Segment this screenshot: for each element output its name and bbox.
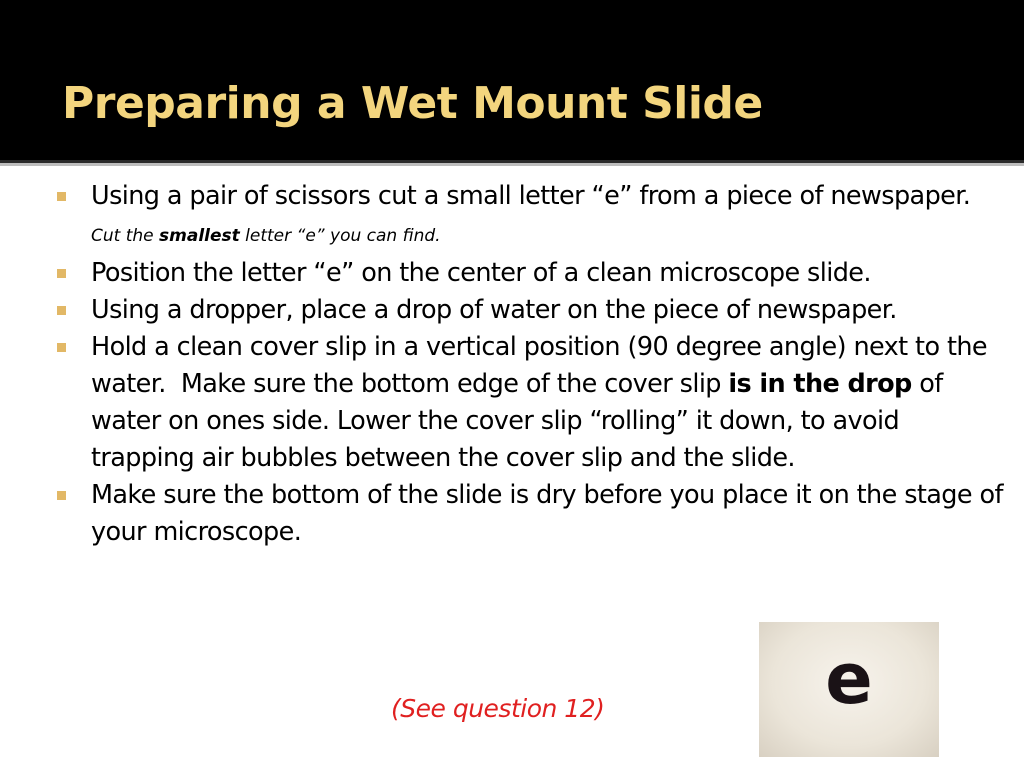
bullet-text: Position the letter “e” on the center of a clean microscope slide. (91, 258, 871, 288)
photo-letter-e: e (825, 638, 873, 720)
bullet-text: Using a pair of scissors cut a small letter “e” from a piece of newspaper. (91, 181, 971, 211)
title-divider-light (0, 163, 1024, 166)
bullet-text-post: of water on ones side. Lower the cover slip “rolling” it down, to avoid trapping air bubbles between the cover slip and the slide. (91, 369, 943, 473)
bullet-note-emphasis: smallest (159, 226, 240, 246)
bullet-text-pre: Hold a clean cover slip in a vertical position (90 degree angle) next to the water. Make sure the bottom edge of the cover slip (91, 332, 988, 399)
bullet-item-3 (0, 292, 1024, 329)
bullet-text: Make sure the bottom of the slide is dry before you place it on the stage of your microscope. (91, 480, 1003, 547)
bullet-list (0, 178, 1024, 551)
bullet-text-emphasis: is in the drop (728, 369, 912, 399)
see-question-note: (See question 12) (391, 694, 605, 723)
square-bullet-icon (57, 192, 66, 201)
bullet-item-1 (0, 178, 1024, 255)
bullet-note-post: letter “e” you can find. (245, 226, 441, 246)
slide-title: Preparing a Wet Mount Slide (62, 78, 763, 129)
square-bullet-icon (57, 491, 66, 500)
square-bullet-icon (57, 343, 66, 352)
square-bullet-icon (57, 269, 66, 278)
letter-e-photo (759, 622, 939, 757)
title-bar (0, 0, 1024, 160)
bullet-item-4 (0, 329, 1024, 477)
bullet-note (91, 226, 441, 246)
bullet-note-pre: Cut the (91, 226, 154, 246)
square-bullet-icon (57, 306, 66, 315)
bullet-text: Using a dropper, place a drop of water on the piece of newspaper. (91, 295, 897, 325)
bullet-item-5 (0, 477, 1024, 551)
bullet-item-2 (0, 255, 1024, 292)
